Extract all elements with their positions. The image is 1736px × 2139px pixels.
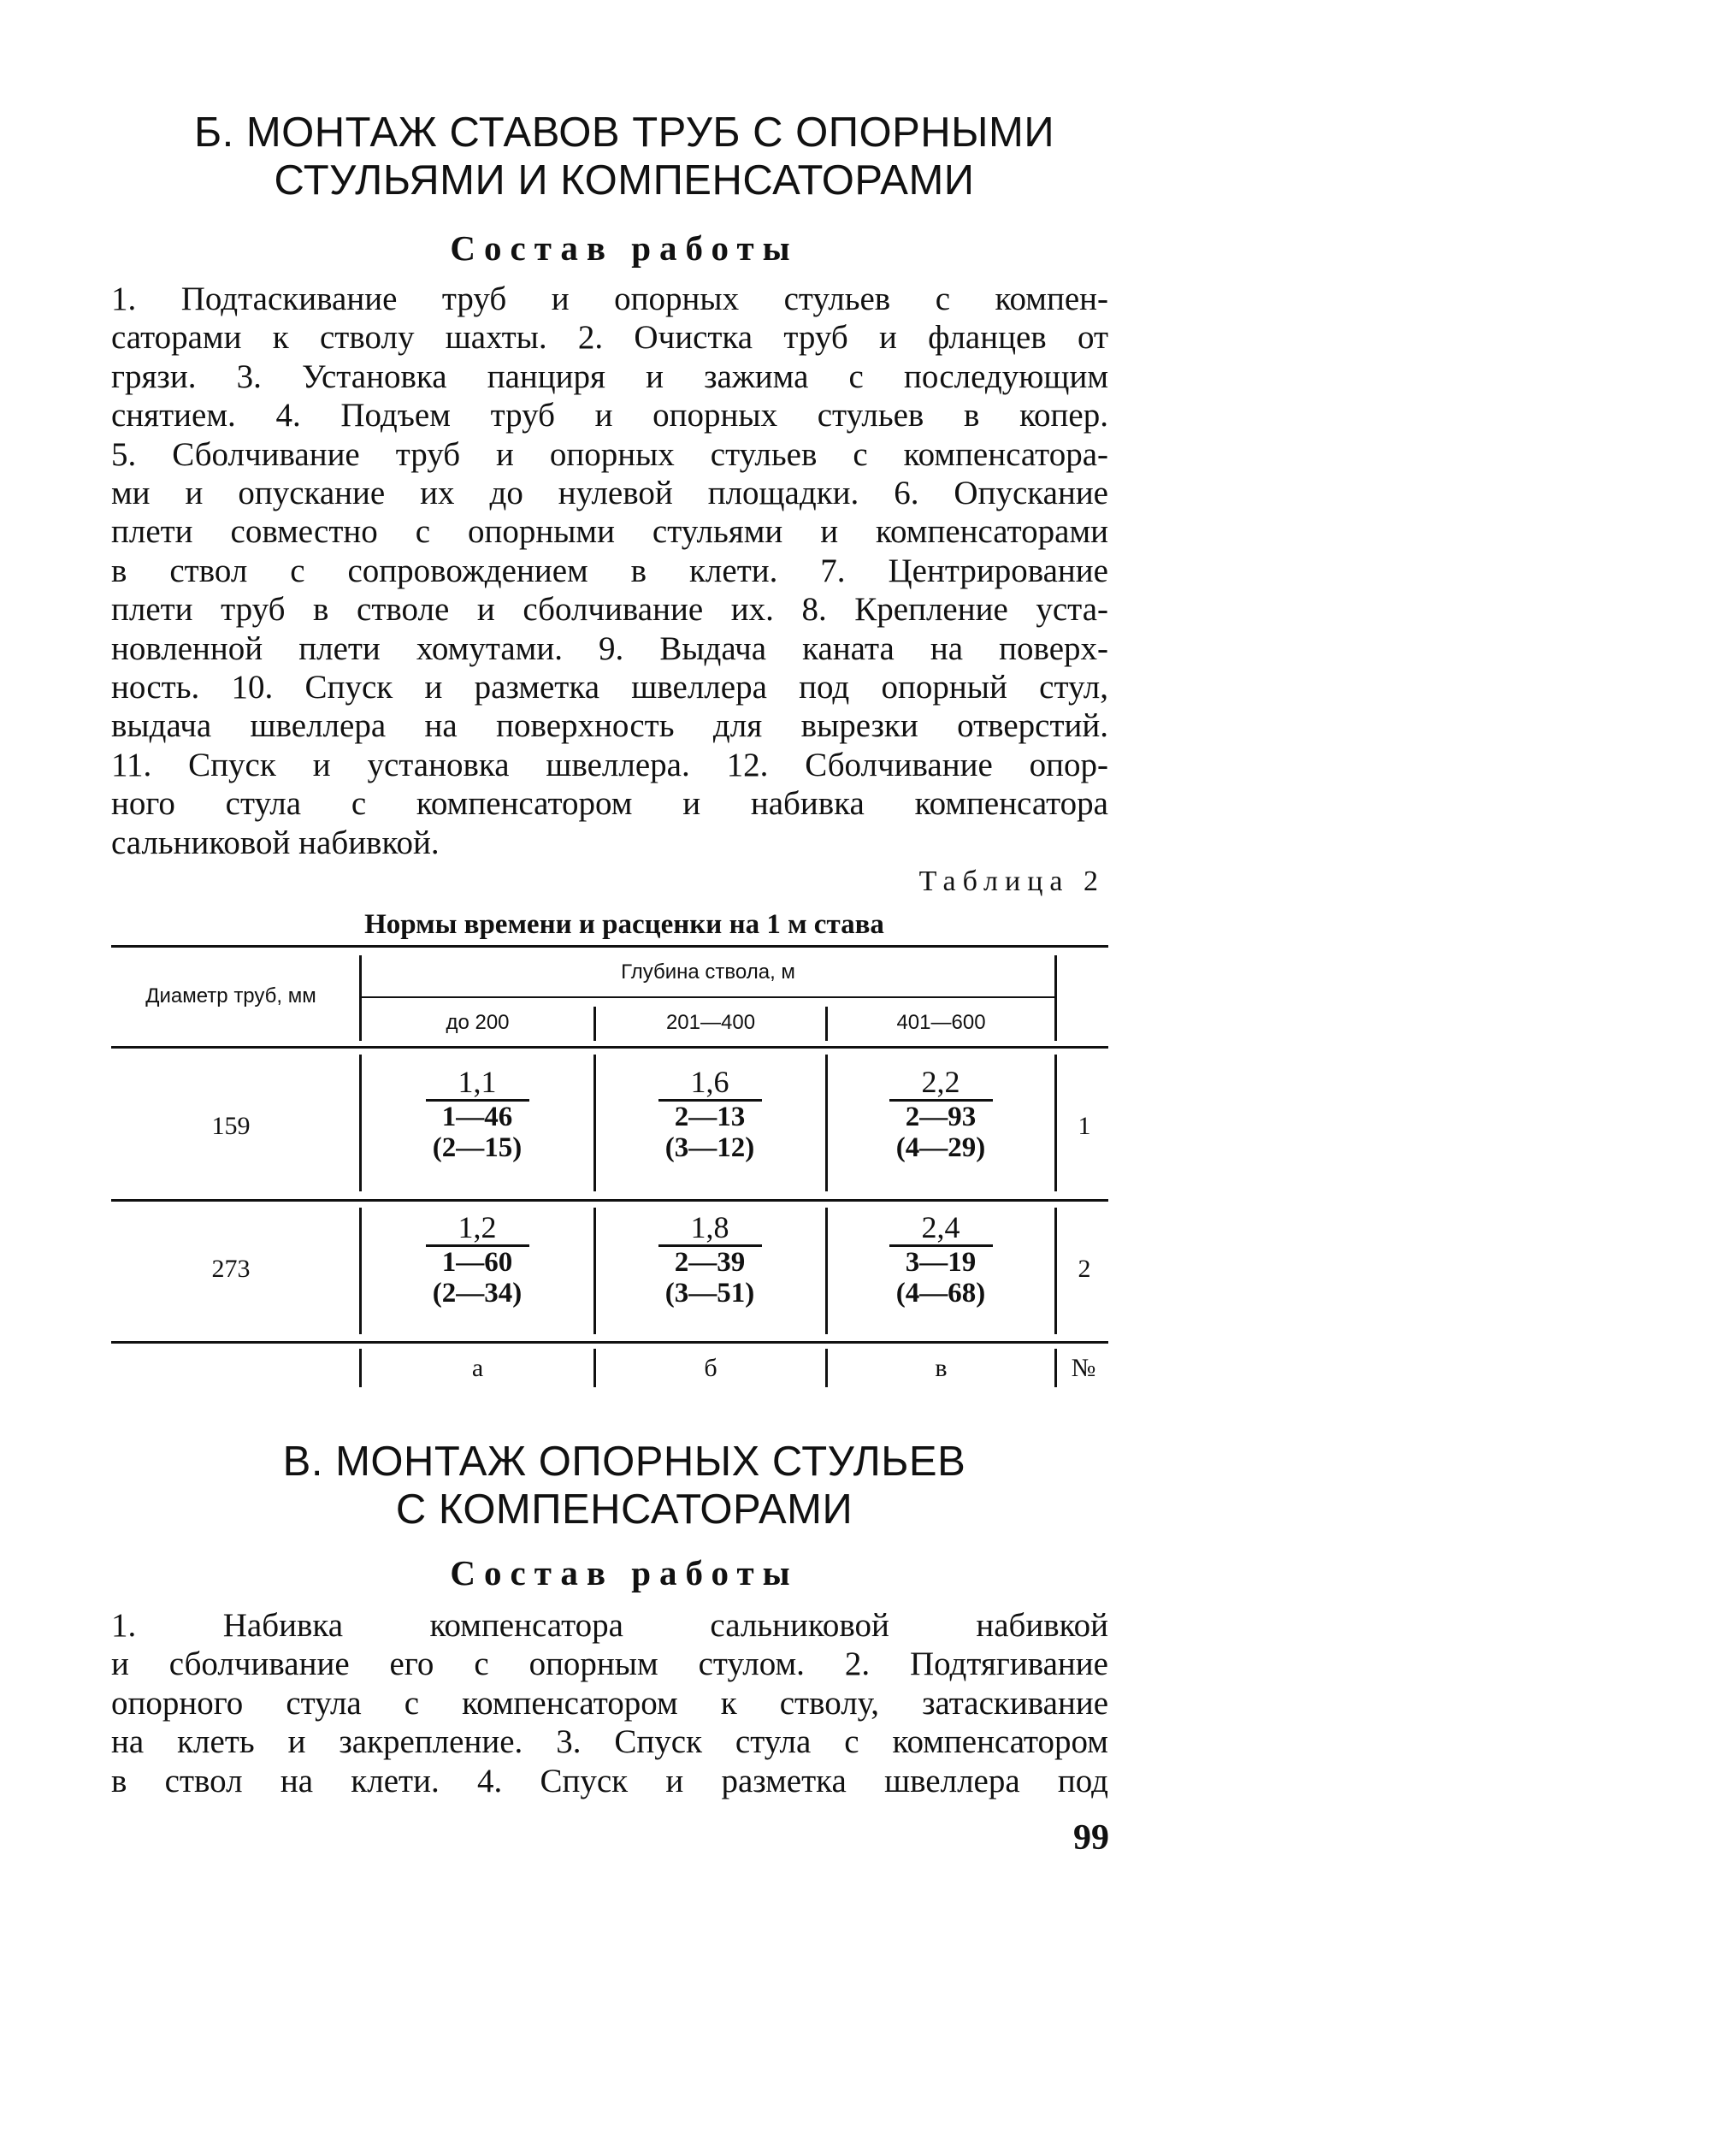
rate-value-alt: (4—68) (895, 1278, 986, 1309)
table-vrule (825, 1055, 828, 1191)
paragraph-line: сальниковой набивкой. (111, 824, 440, 861)
norm-value: 1,6 (658, 1065, 762, 1102)
header-depth: Глубина ствола, м (621, 960, 795, 984)
section-b-subheading: Состав работы (450, 228, 799, 268)
rate-value: 2—93 (905, 1102, 977, 1132)
norm-value: 1,8 (658, 1210, 762, 1247)
paragraph-line: грязи. 3. Установка панциря и зажима с последующим (111, 357, 1108, 395)
page-number: 99 (1073, 1818, 1109, 1858)
table-cell-2v (838, 1210, 1043, 1309)
paragraph-line: ность. 10. Спуск и разметка швеллера под опорный стул, (111, 669, 1108, 706)
paragraph-line: плети совместно с опорными стульями и компенсаторами (111, 513, 1108, 551)
norms-table (111, 945, 1108, 1390)
paragraph-line: снятием. 4. Подъем труб и опорных стульев в копер. (111, 397, 1108, 434)
table-vrule (825, 1208, 828, 1334)
section-b-paragraph (111, 280, 1108, 862)
rate-value-alt: (4—29) (895, 1132, 986, 1163)
table-vrule (593, 1055, 596, 1191)
table-label: Таблица 2 (918, 866, 1105, 897)
table-row-rule (111, 1199, 1108, 1202)
paragraph-line: на клеть и закрепление. 3. Спуск стула с компенсатором (111, 1723, 1108, 1761)
table-vrule (1054, 1208, 1057, 1334)
norm-value: 2,4 (889, 1210, 993, 1247)
paragraph-line: ми и опускание их до нулевой площадки. 6. Опускание (111, 475, 1108, 512)
table-caption: Нормы времени и расценки на 1 м става (364, 909, 884, 940)
column-letter: в (935, 1354, 948, 1382)
header-diameter: Диаметр труб, мм (145, 984, 316, 1007)
rate-value: 1—60 (441, 1247, 513, 1278)
table-vrule (1054, 1349, 1057, 1387)
section-b-title-line1: Б. МОНТАЖ СТАВОВ ТРУБ С ОПОРНЫМИ (193, 109, 1055, 156)
rate-value: 1—46 (441, 1102, 513, 1132)
norm-value: 1,2 (426, 1210, 529, 1247)
paragraph-line: 11. Спуск и установка швеллера. 12. Сболчивание опор- (111, 746, 1108, 783)
section-b-title-line2: СТУЛЬЯМИ И КОМПЕНСАТОРАМИ (274, 157, 975, 204)
header-depth-range: до 200 (446, 1011, 510, 1034)
column-letter: а (471, 1354, 484, 1382)
paragraph-line: ного стула с компенсатором и набивка компенсатора (111, 785, 1108, 823)
row-diameter: 159 (211, 1112, 251, 1140)
row-number: 1 (1078, 1112, 1091, 1140)
table-vrule (359, 1208, 362, 1334)
row-number: 2 (1078, 1255, 1091, 1283)
row-diameter: 273 (211, 1255, 251, 1283)
rate-value-alt: (3—51) (664, 1278, 755, 1309)
rate-value-alt: (2—34) (432, 1278, 523, 1309)
header-depth-range: 201—400 (665, 1011, 756, 1034)
table-vrule (593, 1208, 596, 1334)
paragraph-line: в ствол с сопровождением в клети. 7. Центрирование (111, 552, 1108, 589)
rate-value-alt: (3—12) (664, 1132, 755, 1163)
norm-value: 2,2 (889, 1065, 993, 1102)
table-top-rule (111, 945, 1108, 948)
section-v-paragraph (111, 1606, 1108, 1800)
number-sign: № (1071, 1354, 1096, 1382)
table-cell-1b (607, 1065, 812, 1163)
paragraph-line: плети труб в стволе и сболчивание их. 8. Крепление уста- (111, 591, 1108, 629)
paragraph-line: в ствол на клети. 4. Спуск и разметка швеллера под (111, 1762, 1108, 1799)
paragraph-line: саторами к стволу шахты. 2. Очистка труб и фланцев от (111, 319, 1108, 357)
table-vrule (359, 1055, 362, 1191)
rate-value: 2—39 (674, 1247, 746, 1278)
table-vrule (1054, 1055, 1057, 1191)
section-v-title-line1: В. МОНТАЖ ОПОРНЫХ СТУЛЬЕВ (282, 1439, 966, 1485)
paragraph-line: 5. Сболчивание труб и опорных стульев с компенсатора- (111, 435, 1108, 473)
table-cell-1a (375, 1065, 580, 1163)
paragraph-line: 1. Набивка компенсатора сальниковой набивкой (111, 1607, 1108, 1644)
table-header-rule (111, 1046, 1108, 1049)
table-vrule (1054, 955, 1057, 1041)
table-cell-2b (607, 1210, 812, 1309)
rate-value: 3—19 (905, 1247, 977, 1278)
rate-value: 2—13 (674, 1102, 746, 1132)
header-depth-range: 401—600 (896, 1011, 986, 1034)
paragraph-line: и сболчивание его с опорным стулом. 2. Подтягивание (111, 1646, 1108, 1683)
section-v-title-line2: С КОМПЕНСАТОРАМИ (395, 1486, 853, 1533)
paragraph-line: новленной плети хомутами. 9. Выдача каната на поверх- (111, 629, 1108, 667)
norm-value: 1,1 (426, 1065, 529, 1102)
table-header-subrule (359, 996, 1054, 998)
rate-value-alt: (2—15) (432, 1132, 523, 1163)
table-bottom-rule (111, 1341, 1108, 1344)
column-letter: б (704, 1354, 717, 1382)
paragraph-line: выдача швеллера на поверхность для вырезки отверстий. (111, 707, 1108, 745)
paragraph-line: 1. Подтаскивание труб и опорных стульев с компен- (111, 281, 1108, 317)
paragraph-line: опорного стула с компенсатором к стволу, затаскивание (111, 1684, 1108, 1722)
section-v-subheading: Состав работы (450, 1553, 799, 1592)
table-cell-1v (838, 1065, 1043, 1163)
table-cell-2a (375, 1210, 580, 1309)
